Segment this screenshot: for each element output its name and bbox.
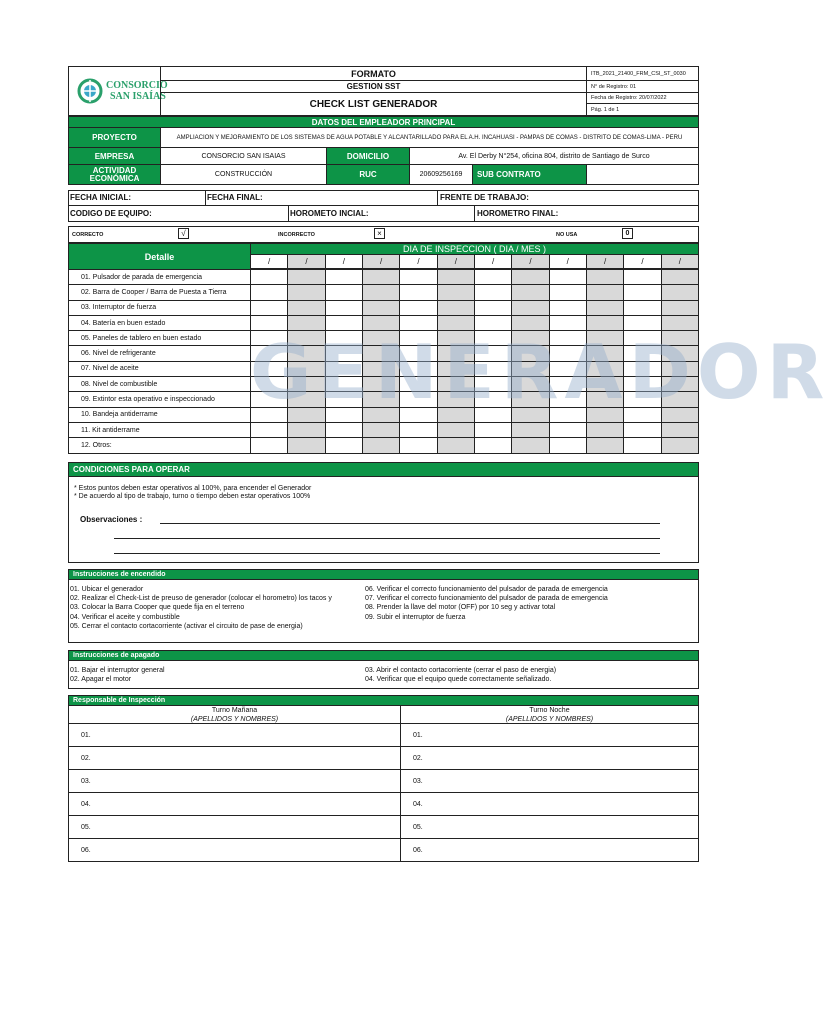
check-cell[interactable] — [512, 438, 549, 453]
check-cell[interactable] — [512, 270, 549, 285]
checklist-item-label: 01. Pulsador de parada de emergencia — [69, 270, 251, 285]
encendido-title: Instrucciones de encendido — [68, 569, 699, 580]
dia-inspeccion-header: DIA DE INSPECCION ( DIA / MES ) — [250, 243, 699, 255]
apagado-title: Instrucciones de apagado — [68, 650, 699, 661]
responsable-noche-cell[interactable]: 04. — [401, 793, 699, 816]
responsable-row — [69, 770, 699, 793]
gestion-label: GESTION SST — [160, 80, 587, 93]
check-cell[interactable] — [586, 422, 623, 437]
responsable-row — [69, 839, 699, 862]
check-cell[interactable] — [362, 285, 399, 300]
check-cell[interactable] — [251, 422, 288, 437]
check-cell[interactable] — [400, 285, 437, 300]
encendido-step: 03. Colocar la Barra Cooper que quede fija en el terreno — [70, 604, 245, 612]
checklist-item-label: 04. Batería en buen estado — [69, 315, 251, 330]
check-cell[interactable] — [325, 422, 362, 437]
encendido-step: 08. Prender la llave del motor (OFF) por 10 seg y activar total — [365, 604, 556, 612]
checklist-item-label: 05. Paneles de tablero en buen estado — [69, 331, 251, 346]
page-number: Pág. 1 de 1 — [586, 103, 699, 116]
document-code: ITB_2021_21400_FRM_CSI_ST_0030 — [586, 66, 699, 81]
domicilio-value: Av. El Derby N°254, oficina 804, distrito de Santiago de Surco — [409, 147, 699, 165]
responsable-manana-cell[interactable]: 03. — [69, 770, 401, 793]
page-title: CHECK LIST GENERADOR — [160, 92, 587, 116]
check-cell[interactable] — [586, 270, 623, 285]
responsable-row — [69, 816, 699, 839]
date-slash-row — [250, 254, 699, 269]
check-cell[interactable] — [549, 285, 586, 300]
responsable-noche-cell[interactable]: 06. — [401, 839, 699, 862]
frente-trabajo-field[interactable]: FRENTE DE TRABAJO: — [440, 193, 529, 202]
fields-box — [68, 190, 699, 222]
check-cell[interactable] — [400, 270, 437, 285]
encendido-step: 06. Verificar el correcto funcionamiento del pulsador de parada de emergencia — [365, 586, 608, 593]
check-cell[interactable] — [661, 300, 698, 315]
check-cell[interactable] — [549, 270, 586, 285]
responsable-manana-cell[interactable]: 06. — [69, 839, 401, 862]
encendido-step: 04. Verificar el aceite y combustible — [70, 613, 180, 621]
apagado-right-list — [365, 666, 695, 684]
apellidos-label: (APELLIDOS Y NOMBRES) — [505, 715, 594, 723]
checklist-row — [69, 438, 699, 453]
check-cell[interactable] — [474, 422, 511, 437]
check-cell[interactable] — [251, 270, 288, 285]
horometro-inicial-field[interactable]: HOROMETO INCIAL: — [290, 209, 369, 218]
apagado-step: 01. Bajar el interruptor general — [70, 667, 165, 674]
condiciones-line2: * De acuerdo al tipo de trabajo, turno o tiempo deben estar operativos 100% — [74, 493, 311, 500]
condiciones-title: CONDICIONES PARA OPERAR — [68, 462, 699, 477]
responsable-title: Responsable de Inspección — [68, 695, 699, 706]
check-cell[interactable] — [437, 300, 474, 315]
turno-noche-header — [400, 705, 699, 724]
legend-no-usa: NO USA — [556, 232, 578, 238]
check-cell[interactable] — [400, 300, 437, 315]
check-cell[interactable] — [512, 300, 549, 315]
horometro-final-field[interactable]: HOROMETRO FINAL: — [477, 209, 559, 218]
check-cell[interactable] — [661, 438, 698, 453]
logo-text-line1: CONSORCIO — [106, 80, 168, 91]
check-cell[interactable] — [474, 300, 511, 315]
check-cell[interactable] — [512, 285, 549, 300]
check-cell[interactable] — [624, 438, 661, 453]
checklist-item-label: 07. Nivel de aceite — [69, 361, 251, 376]
check-cell[interactable] — [251, 438, 288, 453]
checklist-item-label: 08. Nivel de combustible — [69, 377, 251, 392]
check-cell[interactable] — [251, 285, 288, 300]
checklist-item-label: 03. Interruptor de fuerza — [69, 300, 251, 315]
responsable-row — [69, 793, 699, 816]
registro-number: N° de Registro: 01 — [586, 80, 699, 93]
check-cell[interactable] — [661, 270, 698, 285]
apagado-step: 02. Apagar el motor — [70, 676, 132, 684]
check-cell[interactable] — [624, 270, 661, 285]
check-cell[interactable] — [288, 300, 325, 315]
turno-noche-label: Turno Noche — [529, 706, 570, 714]
apagado-step: 03. Abrir el contacto cortacorriente (cerrar el paso de energia) — [365, 667, 557, 674]
proyecto-label: PROYECTO — [68, 127, 161, 148]
day-slot[interactable]: / — [512, 255, 549, 269]
responsable-manana-cell[interactable]: 02. — [69, 747, 401, 770]
legend-incorrecto-mark: × — [374, 228, 385, 239]
check-cell[interactable] — [624, 285, 661, 300]
fecha-inicial-field[interactable]: FECHA INICIAL: — [70, 193, 132, 202]
check-cell[interactable] — [474, 270, 511, 285]
check-cell[interactable] — [325, 300, 362, 315]
logo-text-line2: SAN ISAÍAS — [110, 91, 166, 102]
consorcio-logo-icon — [77, 71, 103, 111]
day-slot[interactable]: / — [474, 255, 511, 269]
logo-box — [68, 66, 168, 116]
check-cell[interactable] — [512, 422, 549, 437]
day-slot[interactable]: / — [400, 255, 437, 269]
check-cell[interactable] — [661, 285, 698, 300]
day-slot[interactable]: / — [661, 255, 698, 269]
condiciones-line1: * Estos puntos deben estar operativos al 100%, para encender el Generador — [74, 485, 312, 492]
check-cell[interactable] — [400, 438, 437, 453]
check-cell[interactable] — [586, 285, 623, 300]
checklist-item-label: 10. Bandeja antiderrame — [69, 407, 251, 422]
day-slot[interactable]: / — [549, 255, 586, 269]
encendido-step: 02. Realizar el Check-List de preuso de generador (colocar el horometro) los tacos y — [70, 595, 332, 603]
checklist-row — [69, 300, 699, 315]
actividad-value: CONSTRUCCIÓN — [160, 164, 327, 185]
checklist-row — [69, 270, 699, 285]
responsable-manana-cell[interactable]: 05. — [69, 816, 401, 839]
day-slot[interactable]: / — [325, 255, 362, 269]
responsable-row — [69, 724, 699, 747]
responsable-table — [68, 723, 699, 862]
day-slot[interactable]: / — [288, 255, 325, 269]
subcontrato-value[interactable] — [586, 164, 699, 185]
turno-manana-header — [68, 705, 401, 724]
responsable-manana-cell[interactable]: 04. — [69, 793, 401, 816]
observaciones-line[interactable] — [160, 523, 660, 524]
check-cell[interactable] — [251, 300, 288, 315]
checklist-row — [69, 285, 699, 300]
check-cell[interactable] — [437, 285, 474, 300]
detalle-header: Detalle — [68, 243, 251, 270]
legend-correcto: CORRECTO — [72, 232, 104, 238]
encendido-step: 05. Cerrar el contacto cortacorriente (activar el circuito de pase de energia) — [70, 622, 303, 630]
check-cell[interactable] — [362, 422, 399, 437]
check-cell[interactable] — [549, 438, 586, 453]
turno-manana-label: Turno Mañana — [211, 706, 258, 714]
day-slot[interactable]: / — [251, 255, 288, 269]
check-cell[interactable] — [288, 270, 325, 285]
check-cell[interactable] — [437, 438, 474, 453]
proyecto-value: AMPLIACION Y MEJORAMIENTO DE LOS SISTEMAS DE AGUA POTABLE Y ALCANTARILLADO PARA EL A.H. INCAHUASI - PAMPAS DE COMAS - DISTRITO DE COMAS-LIMA - PERU — [160, 127, 699, 148]
check-cell[interactable] — [437, 422, 474, 437]
apagado-step: 04. Verificar que el equipo quede correctamente señalizado. — [365, 676, 552, 684]
check-cell[interactable] — [661, 422, 698, 437]
responsable-manana-cell[interactable]: 01. — [69, 724, 401, 747]
check-cell[interactable] — [437, 270, 474, 285]
observaciones-line[interactable] — [114, 538, 660, 539]
checklist-item-label: 06. Nivel de refrigerante — [69, 346, 251, 361]
encendido-step: 07. Verificar el correcto funcionamiento del pulsador de parada de emergencia — [365, 595, 608, 603]
check-cell[interactable] — [325, 270, 362, 285]
observaciones-line[interactable] — [114, 553, 660, 554]
apellidos-label: (APELLIDOS Y NOMBRES) — [190, 715, 279, 723]
day-slot[interactable]: / — [362, 255, 399, 269]
formato-label: FORMATO — [160, 66, 587, 81]
check-cell[interactable] — [586, 438, 623, 453]
encendido-right-list — [365, 585, 695, 622]
employer-section-title: DATOS DEL EMPLEADOR PRINCIPAL — [68, 116, 699, 128]
legend-incorrecto: INCORRECTO — [278, 232, 315, 238]
domicilio-label: DOMICILIO — [326, 147, 410, 165]
ruc-label: RUC — [326, 164, 410, 185]
day-slot[interactable]: / — [586, 255, 623, 269]
observaciones-label: Observaciones : — [80, 515, 143, 524]
check-cell[interactable] — [362, 300, 399, 315]
check-cell[interactable] — [549, 300, 586, 315]
check-cell[interactable] — [288, 285, 325, 300]
check-cell[interactable] — [474, 438, 511, 453]
check-cell[interactable] — [624, 300, 661, 315]
check-cell[interactable] — [549, 422, 586, 437]
actividad-label: ACTIVIDAD ECONÓMICA — [68, 164, 161, 185]
fecha-final-field[interactable]: FECHA FINAL: — [207, 193, 263, 202]
codigo-equipo-field[interactable]: CODIGO DE EQUIPO: — [70, 209, 152, 218]
apagado-left-list — [70, 666, 360, 684]
check-cell[interactable] — [288, 438, 325, 453]
ruc-value: 20609256169 — [409, 164, 473, 185]
responsable-noche-cell[interactable]: 05. — [401, 816, 699, 839]
encendido-step: 09. Subir el interruptor de fuerza — [365, 613, 466, 621]
day-slot[interactable]: / — [624, 255, 661, 269]
generador-watermark: GENERADOR — [250, 328, 830, 416]
legend-correcto-mark: √ — [178, 228, 189, 239]
empresa-value: CONSORCIO SAN ISAIAS — [160, 147, 327, 165]
checklist-row — [69, 422, 699, 437]
check-cell[interactable] — [362, 438, 399, 453]
responsable-noche-cell[interactable]: 01. — [401, 724, 699, 747]
check-cell[interactable] — [288, 422, 325, 437]
subcontrato-label: SUB CONTRATO — [472, 164, 587, 185]
checklist-item-label: 11. Kit antiderrame — [69, 422, 251, 437]
day-slot[interactable]: / — [437, 255, 474, 269]
registro-date: Fecha de Registro: 20/07/2022 — [586, 92, 699, 104]
responsable-noche-cell[interactable]: 02. — [401, 747, 699, 770]
checklist-item-label: 12. Otros: — [69, 438, 251, 453]
empresa-label: EMPRESA — [68, 147, 161, 165]
check-cell[interactable] — [474, 285, 511, 300]
legend-no-usa-mark: 0 — [622, 228, 633, 239]
encendido-step: 01. Ubicar el generador — [70, 586, 144, 593]
encendido-left-list — [70, 585, 365, 631]
checklist-item-label: 02. Barra de Cooper / Barra de Puesta a Tierra — [69, 285, 251, 300]
checklist-item-label: 09. Extintor esta operativo e inspeccionado — [69, 392, 251, 407]
check-cell[interactable] — [586, 300, 623, 315]
check-cell[interactable] — [362, 270, 399, 285]
check-cell[interactable] — [624, 422, 661, 437]
check-cell[interactable] — [325, 438, 362, 453]
responsable-row — [69, 747, 699, 770]
responsable-noche-cell[interactable]: 03. — [401, 770, 699, 793]
check-cell[interactable] — [400, 422, 437, 437]
check-cell[interactable] — [325, 285, 362, 300]
